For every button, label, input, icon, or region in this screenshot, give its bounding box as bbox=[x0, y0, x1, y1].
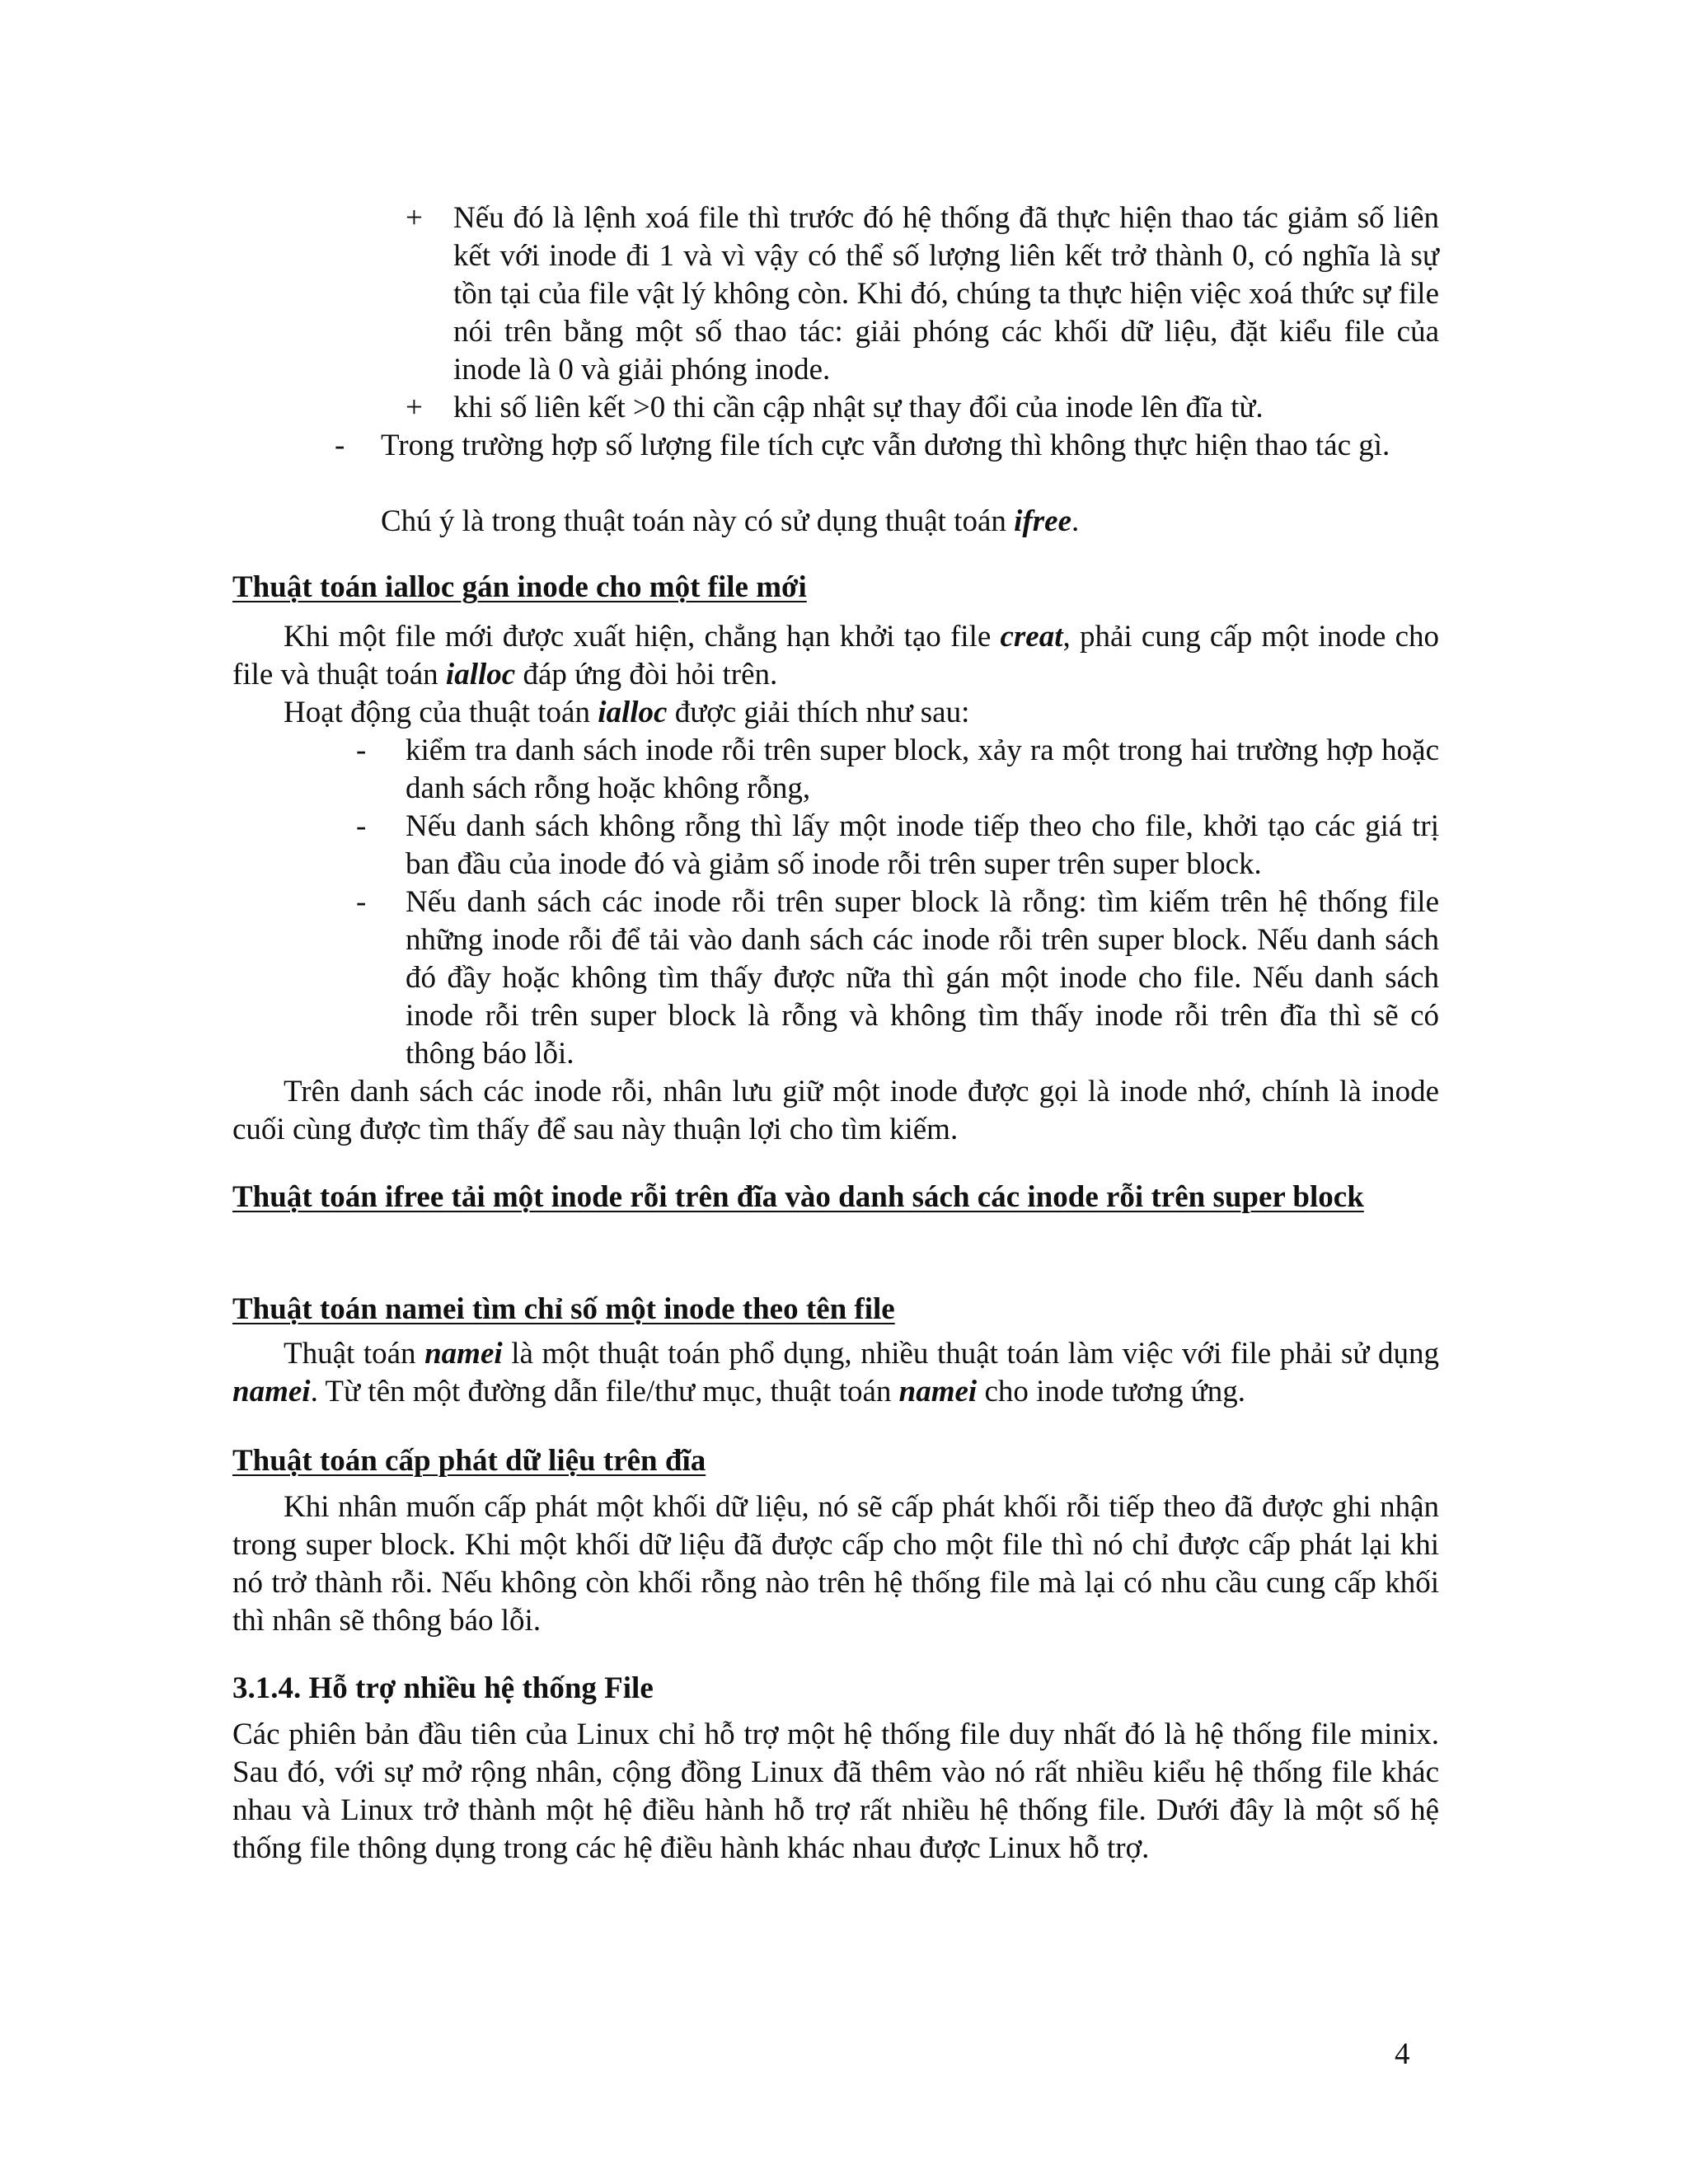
page-number: 4 bbox=[1395, 2037, 1410, 2071]
plus-marker: + bbox=[406, 201, 423, 235]
note-paragraph: Chú ý là trong thuật toán này có sử dụng thuật toán ifree. bbox=[381, 504, 1080, 538]
paragraph: Khi nhân muốn cấp phát một khối dữ liệu, nó sẽ cấp phát khối rỗi tiếp theo đã được ghi nhận trong super block. Khi một khối dữ liệu đã được cấp cho một file thì nó chỉ được cấp phát lại khi nó trở thành rỗi. Nếu không còn khối rỗng nào trên hệ thống file mà lại có nhu cầu cung cấp khối thì nhân sẽ thông báo lỗi. bbox=[232, 1490, 1439, 1638]
dash-marker: - bbox=[356, 733, 367, 767]
paragraph: Hoạt động của thuật toán ialloc được giải thích như sau: bbox=[284, 696, 970, 729]
paragraph: Khi một file mới được xuất hiện, chẳng hạn khởi tạo file creat, phải cung cấp một inode cho file và thuật toán ialloc đáp ứng đòi hỏi trên. bbox=[232, 620, 1440, 691]
list-item: khi số liên kết >0 thi cần cập nhật sự thay đổi của inode lên đĩa từ. bbox=[453, 391, 1264, 424]
list-item: Trong trường hợp số lượng file tích cực vẫn dương thì không thực hiện thao tác gì. bbox=[381, 429, 1390, 462]
section-heading-namei: Thuật toán namei tìm chỉ số một inode theo tên file bbox=[232, 1292, 895, 1326]
list-item: Nếu danh sách không rỗng thì lấy một inode tiếp theo cho file, khởi tạo các giá trị ban đầu của inode đó và giảm số inode rỗi trên super trên super block. bbox=[406, 809, 1439, 881]
section-title: 3.1.4. Hỗ trợ nhiều hệ thống File bbox=[232, 1671, 654, 1705]
list-item: Nếu danh sách các inode rỗi trên super block là rỗng: tìm kiếm trên hệ thống file những inode rỗi để tải vào danh sách các inode rỗi trên super block. Nếu danh sách đó đầy hoặc không tìm thấy được nữa thì gán một inode cho file. Nếu danh sách inode rỗi trên super block là rỗng và không tìm thấy inode rỗi trên đĩa thì sẽ có thông báo lỗi. bbox=[406, 885, 1439, 1071]
dash-marker: - bbox=[356, 809, 367, 843]
dash-marker: - bbox=[356, 885, 367, 919]
dash-marker: - bbox=[335, 429, 345, 462]
paragraph: Các phiên bản đầu tiên của Linux chỉ hỗ trợ một hệ thống file duy nhất đó là hệ thống file minix. Sau đó, với sự mở rộng nhân, cộng đồng Linux đã thêm vào nó rất nhiều kiểu hệ thống file khác nhau và Linux trở thành một hệ điều hành hỗ trợ rất nhiều hệ thống file. Dưới đây là một số hệ thống file thông dụng trong các hệ điều hành khác nhau được Linux hỗ trợ. bbox=[232, 1718, 1439, 1865]
section-heading-ialloc: Thuật toán ialloc gán inode cho một file mới bbox=[232, 570, 807, 604]
paragraph: Thuật toán namei là một thuật toán phổ dụng, nhiều thuật toán làm việc với file phải sử dụng namei. Từ tên một đường dẫn file/thư mục, thuật toán namei cho inode tương ứng. bbox=[232, 1337, 1439, 1408]
list-item: kiểm tra danh sách inode rỗi trên super block, xảy ra một trong hai trường hợp hoặc danh sách rỗng hoặc không rỗng, bbox=[406, 733, 1439, 805]
plus-marker: + bbox=[406, 391, 423, 424]
paragraph: Trên danh sách các inode rỗi, nhân lưu giữ một inode được gọi là inode nhớ, chính là inode cuối cùng được tìm thấy để sau này thuận lợi cho tìm kiếm. bbox=[232, 1075, 1439, 1146]
list-item: Nếu đó là lệnh xoá file thì trước đó hệ thống đã thực hiện thao tác giảm số liên kết với inode đi 1 và vì vậy có thể số lượng liên kết trở thành 0, có nghĩa là sự tồn tại của file vật lý không còn. Khi đó, chúng ta thực hiện việc xoá thức sự file nói trên bằng một số thao tác: giải phóng các khối dữ liệu, đặt kiểu file của inode là 0 và giải phóng inode. bbox=[453, 201, 1439, 387]
section-heading-alloc: Thuật toán cấp phát dữ liệu trên đĩa bbox=[232, 1444, 706, 1478]
section-heading-ifree: Thuật toán ifree tải một inode rỗi trên đĩa vào danh sách các inode rỗi trên super block bbox=[232, 1180, 1364, 1214]
